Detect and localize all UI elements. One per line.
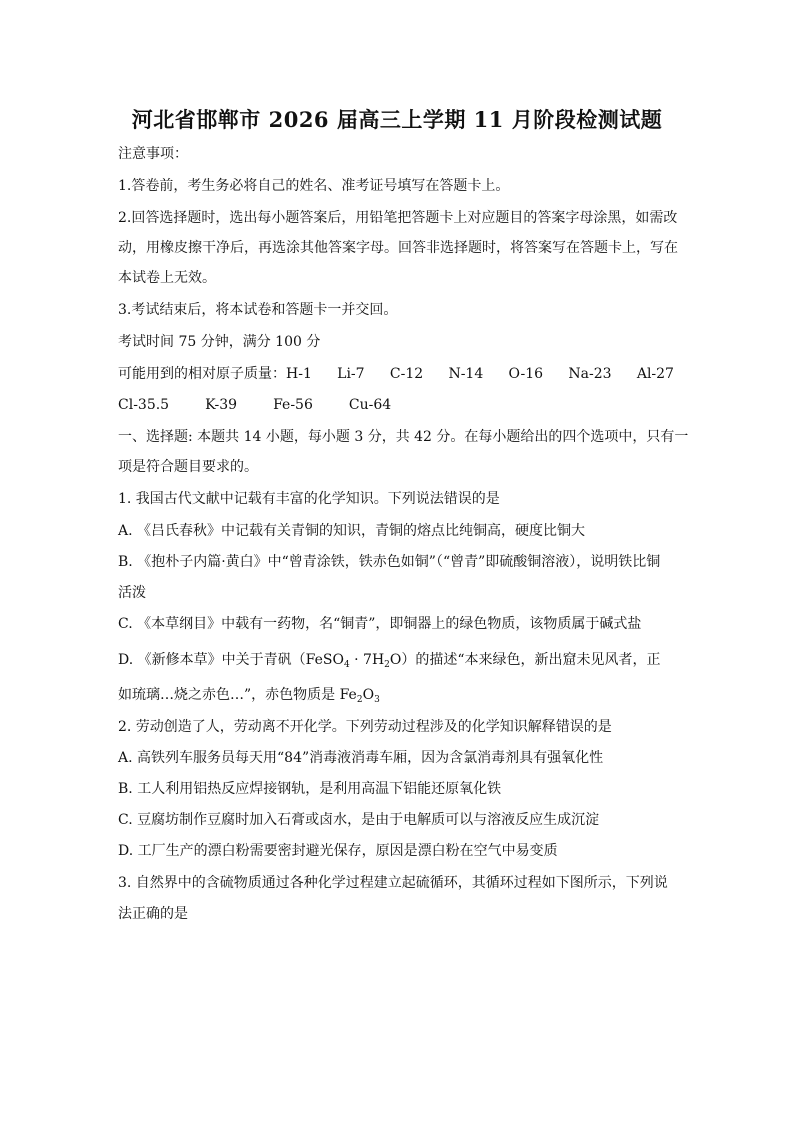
- atomic-masses-label: 可能用到的相对原子质量：H-1: [118, 366, 312, 382]
- question-2-stem: 2. 劳动创造了人，劳动离不开化学。下列劳动过程涉及的化学知识解释错误的是: [118, 719, 612, 735]
- page-title: 河北省邯郸市 2026 届高三上学期 11 月阶段检测试题: [131, 107, 663, 132]
- atomic-mass: Na-23: [568, 366, 612, 382]
- question-1-option-c: C. 《本草纲目》中载有一药物，名“铜青”，即铜器上的绿色物质，该物质属于碱式盐: [118, 616, 642, 632]
- question-2-option-c: C. 豆腐坊制作豆腐时加入石膏或卤水，是由于电解质可以与溶液反应生成沉淀: [118, 812, 600, 828]
- atomic-mass: Fe-56: [273, 397, 313, 413]
- atomic-mass: Li-7: [337, 366, 365, 382]
- chem-formula: O: [362, 687, 375, 703]
- exam-info: 考试时间 75 分钟，满分 100 分: [118, 334, 321, 350]
- atomic-masses-row-2: [118, 396, 427, 414]
- chem-formula: · 7H: [349, 652, 385, 668]
- atomic-mass: Cu-64: [348, 397, 392, 413]
- question-1-option-b-line-1: B. 《抱朴子内篇·黄白》中“曾青涂铁，铁赤色如铜”（“曾青”即硫酸铜溶液），说明铁比铜: [118, 554, 661, 570]
- atomic-mass: Al-27: [636, 366, 674, 382]
- atomic-mass: C-12: [389, 366, 424, 382]
- question-1-option-a: A. 《吕氏春秋》中记载有关青铜的知识，青铜的熔点比纯铜高，硬度比铜大: [118, 523, 586, 539]
- formula-subscript: 2: [356, 695, 363, 705]
- notice-item-2-line-2: 动，用橡皮擦干净后，再选涂其他答案字母。回答非选择题时，将答案写在答题卡上，写在: [118, 240, 678, 256]
- question-3-stem-line-2: 法正确的是: [118, 906, 188, 922]
- option-d-text: 如琉璃…烧之赤色…”，赤色物质是 Fe: [118, 687, 357, 703]
- question-1-option-b-line-2: 活泼: [118, 585, 146, 601]
- question-1-option-d-line-1: [118, 651, 661, 669]
- question-1-option-d-line-2: [118, 686, 380, 704]
- option-d-text: D. 《新修本草》中关于青矾（: [118, 652, 306, 668]
- question-2-option-b: B. 工人利用铝热反应焊接钢轨，是利用高温下铝能还原氧化铁: [118, 781, 502, 797]
- atomic-mass: Cl-35.5: [118, 397, 170, 413]
- section-1-heading-line-1: 一、选择题: 本题共 14 小题，每小题 3 分，共 42 分。在每小题给出的四个选项中，只有一: [118, 429, 689, 445]
- formula-subscript: 3: [374, 695, 380, 705]
- notice-heading: 注意事项：: [118, 146, 188, 162]
- formula-subscript: 2: [384, 660, 390, 670]
- atomic-mass: O-16: [508, 366, 544, 382]
- atomic-mass: N-14: [448, 366, 484, 382]
- section-1-heading-line-2: 项是符合题目要求的。: [118, 459, 258, 475]
- formula-subscript: 4: [343, 660, 350, 670]
- question-2-option-d: D. 工厂生产的漂白粉需要密封避光保存，原因是漂白粉在空气中易变质: [118, 843, 558, 859]
- atomic-mass: K-39: [205, 397, 238, 413]
- chem-formula: FeSO: [305, 652, 344, 668]
- question-2-option-a: A. 高铁列车服务员每天用“84”消毒液消毒车厢，因为含氯消毒剂具有强氧化性: [118, 750, 604, 766]
- notice-item-2-line-1: 2.回答选择题时，选出每小题答案后，用铅笔把答题卡上对应题目的答案字母涂黑，如需改: [118, 210, 678, 226]
- notice-item-2-line-3: 本试卷上无效。: [118, 270, 216, 286]
- option-d-text: ）的描述“本来绿色，新出窟未见风者，正: [401, 652, 661, 668]
- notice-item-1: 1.答卷前，考生务必将自己的姓名、准考证号填写在答题卡上。: [118, 178, 510, 194]
- chem-formula: O: [389, 652, 402, 668]
- atomic-masses-row-1: [118, 365, 674, 383]
- question-3-stem-line-1: 3. 自然界中的含硫物质通过各种化学过程建立起硫循环，其循环过程如下图所示，下列说: [118, 875, 668, 891]
- notice-item-3: 3.考试结束后，将本试卷和答题卡一并交回。: [118, 302, 398, 318]
- question-1-stem: 1. 我国古代文献中记载有丰富的化学知识。下列说法错误的是: [118, 491, 500, 507]
